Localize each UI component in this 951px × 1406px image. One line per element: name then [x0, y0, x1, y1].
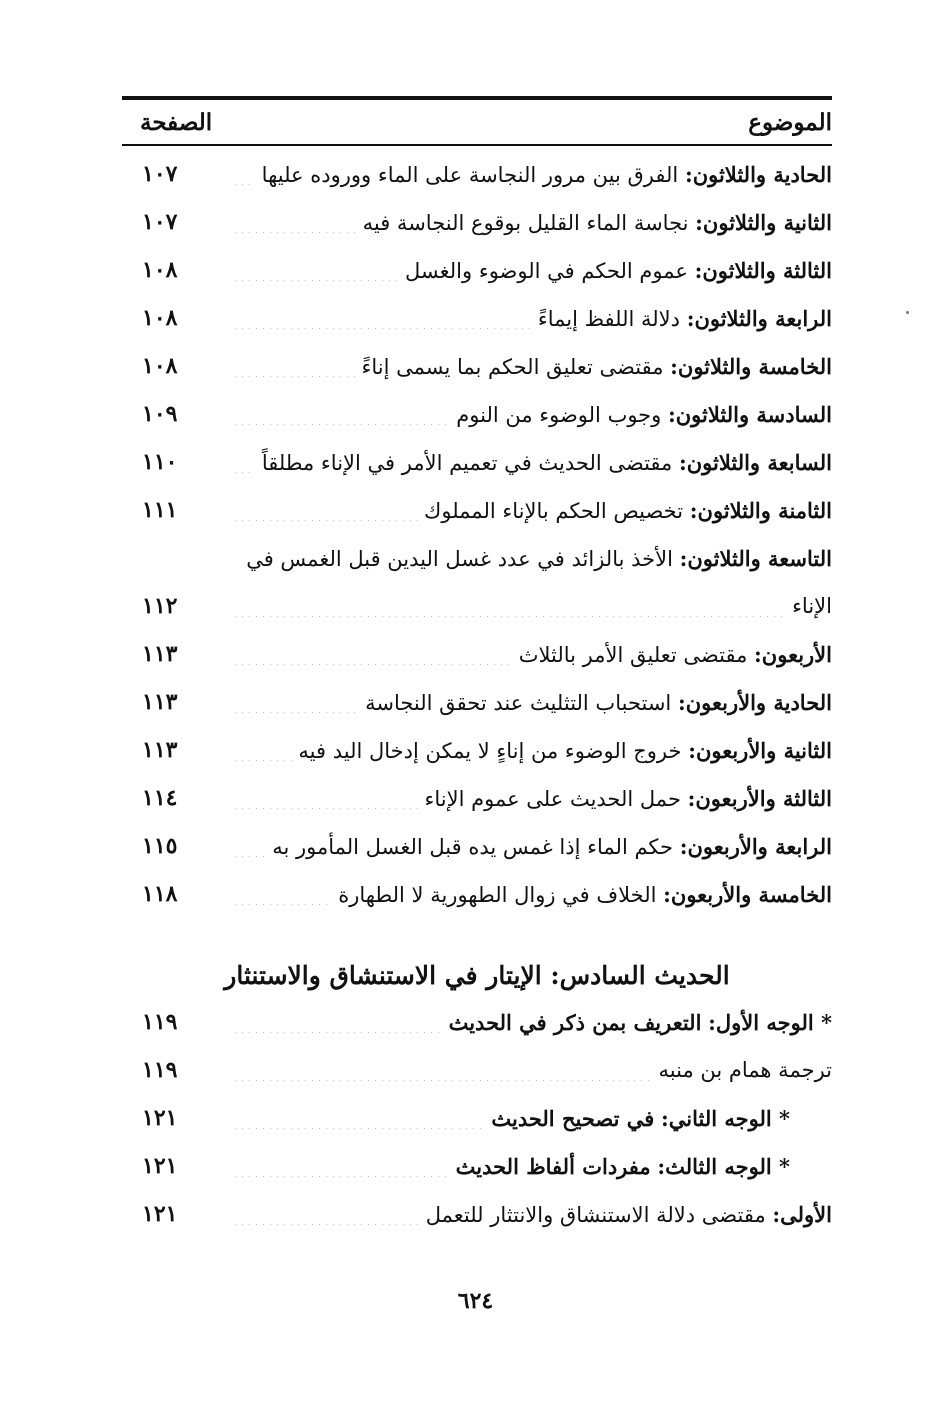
entry-title: [361, 354, 832, 379]
entry-page: ١٢١: [142, 1153, 178, 1179]
leader-dots: [232, 1107, 485, 1129]
leader-dots: [232, 1155, 450, 1177]
entry-lead: الحادية والأربعون:: [677, 689, 832, 715]
entry-text: مقتضى دلالة الاستنشاق والانتثار للتعمل: [425, 1202, 766, 1227]
entry-lead: الخامسة والأربعون:: [663, 881, 832, 907]
entry-lead: * الوجه الأول:: [708, 1009, 832, 1035]
entry-page: ١١٩: [142, 1009, 178, 1035]
entry-lead: السادسة والثلاثون:: [668, 401, 832, 427]
entry-title: [659, 1058, 832, 1082]
entry-title: [538, 306, 832, 331]
entry-text: مقتضى تعليق الحكم بما يسمى إناءً: [361, 354, 664, 379]
entry-lead: الأولى:: [772, 1201, 832, 1227]
toc-entry: [122, 1190, 832, 1238]
entry-page: ١١٢: [142, 593, 178, 619]
entry-text: في تصحيح الحديث: [491, 1105, 655, 1131]
entry-title: [426, 1202, 832, 1227]
entry-lead: الثانية والثلاثون:: [695, 209, 832, 235]
entry-lead: السابعة والثلاثون:: [678, 449, 832, 475]
toc-entry: [122, 342, 832, 390]
leader-dots: [232, 451, 256, 473]
entry-text: ترجمة همام بن منبه: [658, 1058, 832, 1082]
toc-entry: [122, 198, 832, 246]
entry-text: عموم الحكم في الوضوء والغسل: [405, 258, 688, 283]
leader-dots: [232, 259, 399, 281]
header-top-rule: [122, 96, 832, 100]
entry-text: نجاسة الماء القليل بوقوع النجاسة فيه: [362, 210, 689, 235]
entry-title: [338, 882, 832, 907]
leader-dots: [232, 1203, 420, 1225]
entry-title: [363, 210, 832, 235]
entry-title: [456, 402, 832, 427]
page-column-label: الصفحة: [140, 108, 213, 136]
entry-text: حكم الماء إذا غمس يده قبل الغسل المأمور به: [272, 834, 674, 859]
entry-title: [491, 1106, 832, 1131]
toc-entry: [122, 726, 832, 774]
toc-entry: [122, 246, 832, 294]
entry-title: [449, 1010, 832, 1035]
entry-text: الخلاف في زوال الطهورية لا الطهارة: [338, 882, 657, 907]
toc-entry: [122, 294, 832, 342]
leader-dots: [232, 1059, 653, 1081]
entry-title: [424, 786, 832, 811]
entry-page: ١١٠: [142, 449, 178, 475]
entry-lead: الثالثة والثلاثون:: [694, 257, 832, 283]
entry-page: ١٠٨: [142, 353, 178, 379]
entry-page: ١٠٧: [142, 161, 178, 187]
entry-title: [456, 1154, 832, 1179]
entry-lead: التاسعة والثلاثون:: [679, 545, 832, 571]
toc-entry-wrapped: [122, 534, 832, 630]
toc-entry: [122, 1142, 832, 1190]
leader-dots: [232, 307, 532, 329]
leader-dots: [232, 691, 359, 713]
toc-entry: [122, 774, 832, 822]
entry-page: ١١٣: [142, 689, 178, 715]
entry-text: مقتضى تعليق الأمر بالثلاث: [518, 642, 748, 667]
leader-dots: [232, 595, 786, 617]
toc-header: [122, 104, 832, 140]
entry-text: مفردات ألفاظ الحديث: [455, 1153, 651, 1179]
leader-dots: [232, 835, 266, 857]
entry-lead: الرابعة والأربعون:: [679, 833, 832, 859]
section-heading: الحديث السادس: الإيتار في الاستنشاق والاستنثار: [224, 961, 730, 990]
entry-lead: الثالثة والأربعون:: [687, 785, 832, 811]
toc-entry: [122, 1094, 832, 1142]
entry-lead: * الوجه الثالث:: [657, 1153, 790, 1179]
entry-page: ١١٨: [142, 881, 178, 907]
entry-title: [262, 162, 832, 187]
entry-page: ١١٣: [142, 737, 178, 763]
toc-entry: [122, 486, 832, 534]
entry-lead: الثانية والأربعون:: [688, 737, 832, 763]
leader-dots: [232, 643, 513, 665]
entry-page: ١٠٨: [142, 305, 178, 331]
table-of-contents: [122, 150, 832, 1238]
leader-dots: [232, 355, 355, 377]
entry-text: حمل الحديث على عموم الإناء: [424, 786, 681, 811]
entry-page: ١٠٧: [142, 209, 178, 235]
entry-lead: الثامنة والثلاثون:: [689, 497, 832, 523]
entry-text: التعريف بمن ذكر في الحديث: [448, 1009, 702, 1035]
entry-page: ١٢١: [142, 1105, 178, 1131]
entry-text: استحباب التثليث عند تحقق النجاسة: [365, 690, 672, 715]
toc-entry: [122, 998, 832, 1046]
leader-dots: [232, 211, 357, 233]
header-bottom-rule: [122, 144, 832, 146]
entry-text: مقتضى الحديث في تعميم الأمر في الإناء مطلقاً: [261, 450, 673, 475]
entry-lead: الأربعون:: [754, 641, 832, 667]
entry-title: [272, 834, 832, 859]
entry-title: [424, 498, 832, 523]
entry-text: الأخذ بالزائد في عدد غسل اليدين قبل الغمس في: [246, 546, 673, 571]
leader-dots: [232, 739, 292, 761]
entry-lead: * الوجه الثاني:: [661, 1105, 790, 1131]
leader-dots: [232, 883, 332, 905]
leader-dots: [232, 403, 450, 425]
entry-lead: الحادية والثلاثون:: [684, 161, 832, 187]
entry-page: ١١٤: [142, 785, 178, 811]
toc-entry: [122, 1046, 832, 1094]
entry-page: ١١٩: [142, 1057, 178, 1083]
toc-entry: [122, 390, 832, 438]
leader-dots: [232, 499, 418, 521]
toc-entry: [122, 822, 832, 870]
toc-entry: [122, 678, 832, 726]
toc-entry: [122, 630, 832, 678]
entry-text: تخصيص الحكم بالإناء المملوك: [424, 498, 684, 523]
entry-page: ١١٣: [142, 641, 178, 667]
entry-page: ١١٥: [142, 833, 178, 859]
leader-dots: [232, 787, 418, 809]
leader-dots: [232, 163, 256, 185]
entry-title: [298, 738, 832, 763]
entry-text: خروج الوضوء من إناءٍ لا يمكن إدخال اليد فيه: [298, 738, 682, 763]
entry-lead: الرابعة والثلاثون:: [686, 305, 832, 331]
leader-dots: [232, 1011, 443, 1033]
toc-entry: [122, 870, 832, 918]
entry-text: وجوب الوضوء من النوم: [456, 402, 662, 427]
entry-page: ١٠٨: [142, 257, 178, 283]
entry-title: [365, 690, 832, 715]
toc-entry: [122, 438, 832, 486]
entry-page: ١٢١: [142, 1201, 178, 1227]
topic-column-label: الموضوع: [748, 108, 832, 136]
scan-speck: [906, 311, 909, 314]
entry-text: دلالة اللفظ إيماءً: [537, 306, 680, 331]
toc-entry: [122, 150, 832, 198]
entry-title: [405, 258, 832, 283]
entry-text: الفرق بين مرور النجاسة على الماء ووروده عليها: [261, 162, 679, 187]
page-number: ٦٢٤: [457, 1288, 494, 1314]
entry-page: ١٠٩: [142, 401, 178, 427]
entry-title: [262, 450, 832, 475]
entry-title: [519, 642, 832, 667]
entry-lead: الخامسة والثلاثون:: [670, 353, 832, 379]
entry-page: ١١١: [142, 497, 178, 523]
entry-text-continued: الإناء: [792, 594, 832, 618]
